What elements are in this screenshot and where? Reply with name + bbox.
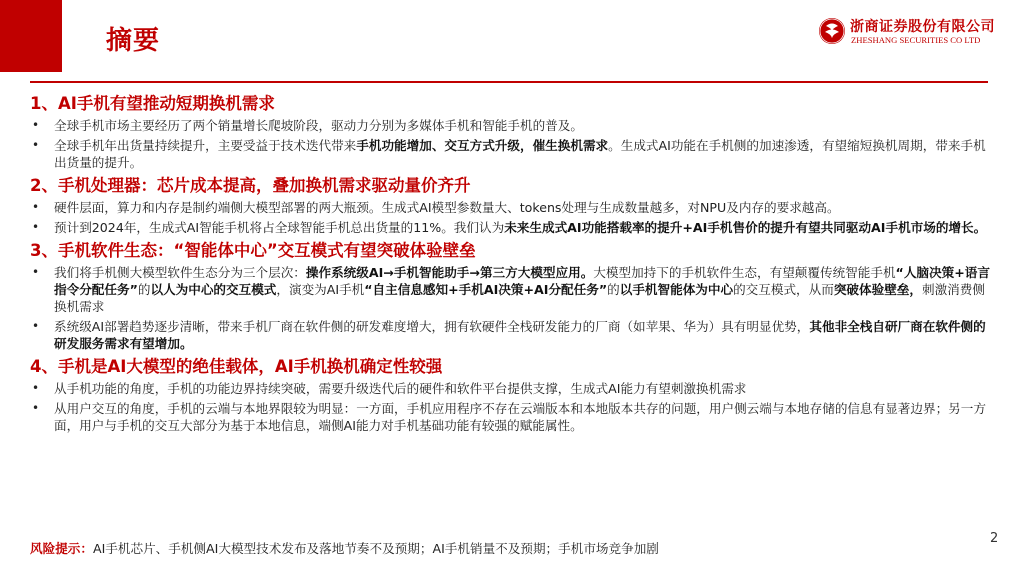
bullet-list (30, 264, 990, 352)
section-heading: 4、手机是AI大模型的绝佳载体，AI手机换机确定性较强 (30, 357, 443, 376)
risk-warning-text: AI手机芯片、手机侧AI大模型技术发布及落地节奏不及预期；AI手机销量不及预期；手机市场竞争加剧 (92, 541, 659, 556)
bullet-dot-icon: • (32, 118, 40, 132)
page-title: 摘要 (106, 26, 161, 56)
bullet-item (30, 264, 990, 315)
bullet-text: 从用户交互的角度，手机的云端与本地界限较为明显：一方面，手机应用程序不存在云端版本和本地版本共存的问题，用户侧云端与本地存储的信息有显著边界；另一方面，用户与手机的交互大部分为基于本地信息，端侧AI能力对手机基础功能有较强的赋能属性。 (54, 401, 986, 433)
bullet-dot-icon: • (32, 200, 40, 214)
section-heading: 2、手机处理器：芯片成本提高，叠加换机需求驱动量价齐升 (30, 176, 471, 195)
bullet-emphasis-text: “人脑决策+语言指令分配任务” (54, 265, 990, 297)
corner-accent-block (0, 0, 62, 72)
bullet-item (30, 380, 990, 397)
header-divider (30, 81, 988, 83)
bullet-item (30, 137, 990, 171)
bullet-dot-icon: • (32, 319, 40, 333)
bullet-text: 的 (607, 282, 620, 297)
risk-warning (30, 538, 659, 557)
bullet-dot-icon: • (32, 138, 40, 152)
bullet-text: 全球手机年出货量持续提升，主要受益于技术迭代带来 (54, 138, 357, 153)
bullet-text: 刺激消费侧换机需求 (54, 282, 985, 314)
company-logo (818, 14, 1004, 50)
bullet-dot-icon: • (32, 381, 40, 395)
bullet-text: 硬件层面，算力和内存是制约端侧大模型部署的两大瓶颈。生成式AI模型参数量大、tokens处理与生成数量越多，对NPU及内存的要求越高。 (54, 200, 840, 215)
bullet-text: 。生成式AI功能在手机侧的加速渗透，有望缩短换机周期，带来手机出货量的提升。 (54, 138, 986, 170)
bullet-text: ，演变为AI手机 (276, 282, 365, 297)
logo-chinese-name: 浙商证券股份有限公司 (850, 19, 995, 35)
bullet-text: 的交互模式，从而 (733, 282, 834, 297)
bullet-emphasis-text: 手机功能增加、交互方式升级，催生换机需求 (356, 138, 609, 153)
bullet-emphasis-text: 未来生成式AI功能搭载率的提升+AI手机售价的提升有望共同驱动AI手机市场的增长。 (504, 220, 987, 235)
bullet-text: 我们将手机侧大模型软件生态分为三个层次： (54, 265, 306, 280)
bullet-list (30, 117, 990, 171)
bullet-emphasis-text: 以人为中心的交互模式 (150, 282, 277, 297)
bullet-dot-icon: • (32, 220, 40, 234)
logo-english-name: ZHESHANG SECURITIES CO LTD (851, 35, 981, 45)
zheshang-logo-icon (818, 17, 846, 45)
section-heading: 1、AI手机有望推动短期换机需求 (30, 94, 275, 113)
section-heading: 3、手机软件生态：“智能体中心”交互模式有望突破体验壁垒 (30, 241, 476, 260)
bullet-text: 的 (137, 282, 151, 297)
bullet-text: 全球手机市场主要经历了两个销量增长爬坡阶段，驱动力分别为多媒体手机和智能手机的普及。 (54, 118, 583, 133)
bullet-emphasis-text: “自主信息感知+手机AI决策+AI分配任务” (364, 282, 608, 297)
bullet-item (30, 219, 990, 236)
bullet-text: 预计到2024年，生成式AI智能手机将占全球智能手机总出货量的11%。我们认为 (54, 220, 505, 235)
bullet-emphasis-text: 突破体验壁垒， (833, 282, 922, 297)
bullet-text: 系统级AI部署趋势逐步清晰，带来手机厂商在软件侧的研发难度增大，拥有软硬件全栈研发能力的厂商（如苹果、华为）具有明显优势， (54, 319, 810, 334)
risk-warning-label: 风险提示： (30, 541, 93, 556)
bullet-dot-icon: • (32, 265, 40, 279)
bullet-emphasis-text: 以手机智能体为中心 (619, 282, 734, 297)
bullet-item (30, 318, 990, 352)
bullet-emphasis-text: 操作系统级AI→手机智能助手→第三方大模型应用。 (305, 265, 594, 280)
bullet-emphasis-text: 其他非全栈自研厂商在软件侧的研发服务需求有望增加。 (54, 319, 986, 351)
bullet-text: 大模型加持下的手机软件生态，有望颠覆传统智能手机 (593, 265, 896, 280)
bullet-list (30, 380, 990, 434)
summary-content (30, 92, 990, 437)
bullet-item (30, 117, 990, 134)
bullet-text: 从手机功能的角度，手机的功能边界持续突破，需要升级迭代后的硬件和软件平台提供支撑，生成式AI能力有望刺激换机需求 (54, 381, 747, 396)
bullet-list (30, 199, 990, 236)
page-number: 2 (990, 531, 999, 546)
bullet-item (30, 199, 990, 216)
bullet-dot-icon: • (32, 401, 40, 415)
bullet-item (30, 400, 990, 434)
